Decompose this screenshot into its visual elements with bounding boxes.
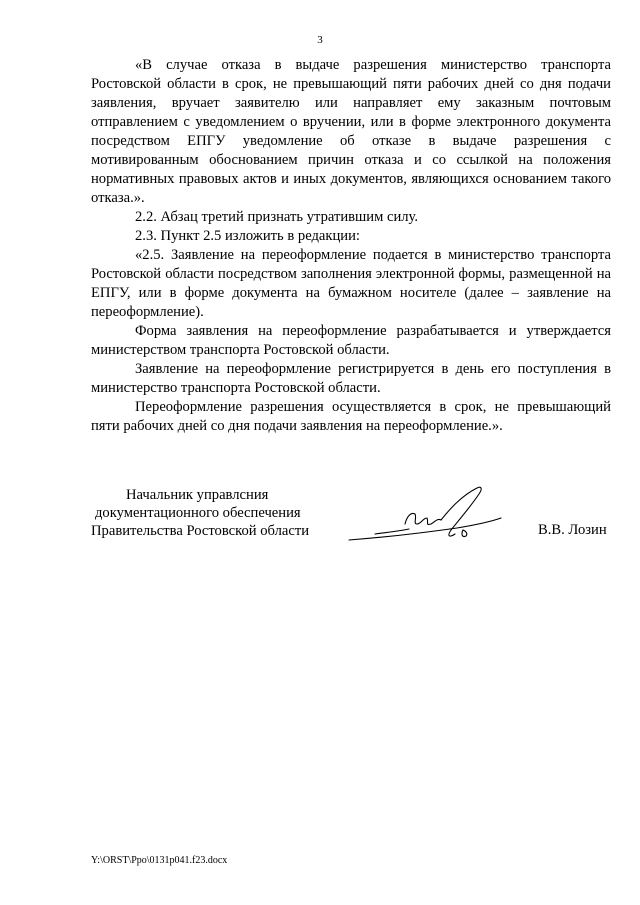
paragraph: Заявление на переоформление регистрируется в день его поступления в министерство транспорта Ростовской области. <box>91 361 611 396</box>
signatory-position-line: документационного обеспечения <box>95 505 301 521</box>
footer-file-path: Y:\ORST\Ppo\0131p041.f23.docx <box>91 855 228 866</box>
signatory-position-line: Правительства Ростовской области <box>91 523 310 539</box>
paragraph: «В случае отказа в выдаче разрешения министерство транспорта Ростовской области в срок, не превышающий пяти рабочих дней со дня подачи заявления, вручает заявителю или направляет ему заказным почтовым отправлением с уведомлением о вручении, или в форме электронного документа посредством ЕПГУ уведомление об отказе в выдаче разрешения с мотивированным обоснованием причин отказа и со ссылкой на положения нормативных правовых актов и иных документов, являющихся основанием такого отказа.». <box>91 57 611 206</box>
page-number: 3 <box>317 34 323 46</box>
paragraph: Форма заявления на переоформление разрабатывается и утверждается министерством транспорта Ростовской области. <box>91 323 611 358</box>
signatory-position-line: Начальник управлсния <box>126 487 269 503</box>
paragraph: «2.5. Заявление на переоформление подается в министерство транспорта Ростовской области посредством заполнения электронной формы, размещенной на ЕПГУ, или в форме документа на бумажном носителе (далее – заявление на переоформление). <box>91 247 611 320</box>
signatory-name: В.В. Лозин <box>538 522 607 538</box>
handwritten-signature <box>345 484 505 546</box>
paragraph: Переоформление разрешения осуществляется в срок, не превышающий пяти рабочих дней со дня подачи заявления на переоформление.». <box>91 399 611 434</box>
paragraph: 2.2. Абзац третий признать утратившим силу. <box>135 209 419 225</box>
paragraph: 2.3. Пункт 2.5 изложить в редакции: <box>135 228 360 244</box>
signatory-position <box>91 486 309 540</box>
body-text <box>91 56 611 436</box>
